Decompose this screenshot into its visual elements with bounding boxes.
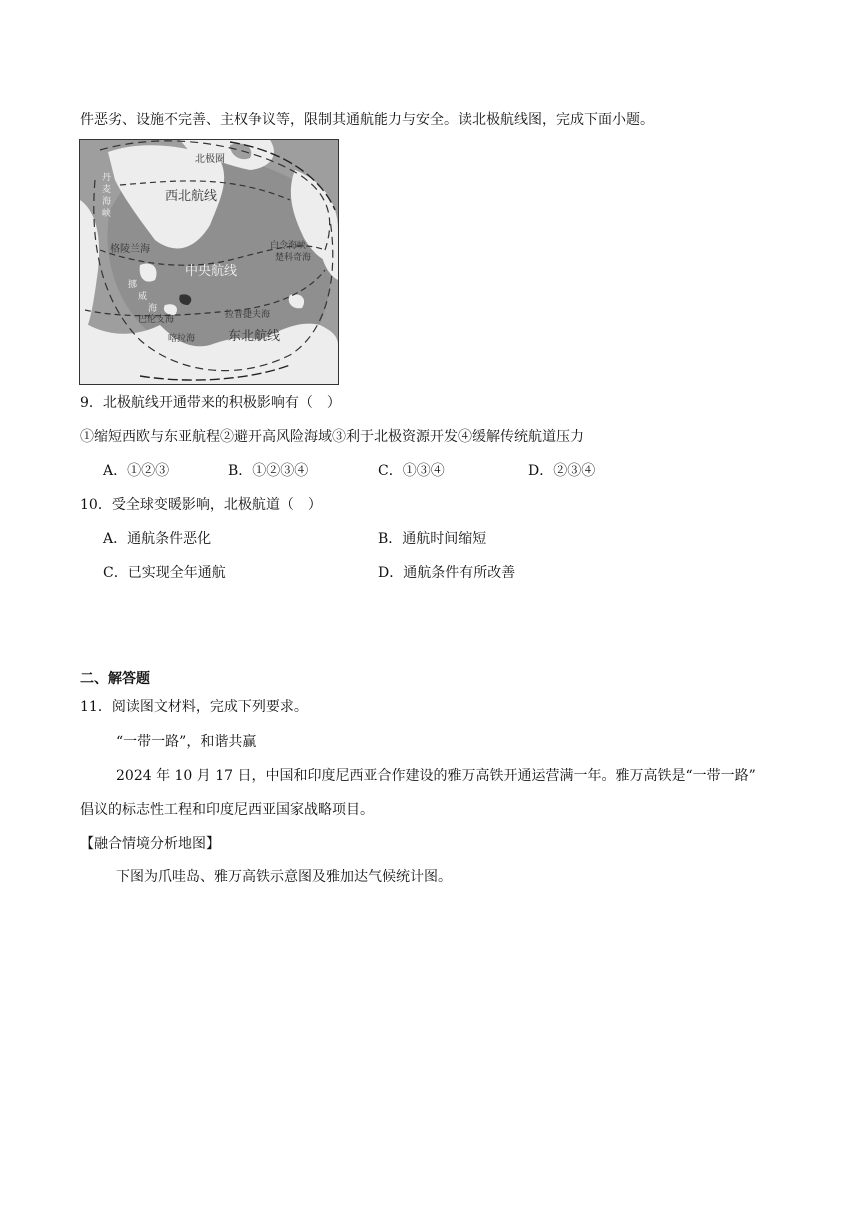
label-northeast-route: 东北航线 [228, 329, 281, 344]
q10-option-d[interactable]: D．通航条件有所改善 [378, 565, 516, 581]
label-barents-sea: 巴伦支海 [138, 315, 175, 325]
label-kara-sea: 喀拉海 [168, 334, 196, 344]
q9-option-c[interactable]: C．①③④ [378, 463, 445, 479]
q11-material-title: “一带一路”，和谐共赢 [116, 734, 257, 750]
q10-option-c[interactable]: C．已实现全年通航 [103, 565, 226, 581]
arctic-route-map [79, 139, 339, 385]
q9-option-b[interactable]: B．①②③④ [228, 463, 309, 479]
q9-option-d[interactable]: D．②③④ [528, 463, 596, 479]
q11-paragraph-3: 下图为爪哇岛、雅万高铁示意图及雅加达气候统计图。 [116, 869, 452, 885]
label-chukchi-sea: 楚科奇海 [275, 253, 312, 263]
label-norwegian-2: 威 [138, 292, 148, 302]
q9-option-a[interactable]: A．①②③ [103, 463, 170, 479]
label-laptev-sea: 拉普捷夫海 [225, 310, 271, 320]
label-norwegian-3: 海 [148, 304, 158, 314]
label-norwegian-1: 挪 [128, 280, 138, 290]
q10-stem: 10．受全球变暖影响，北极航道（ ） [80, 497, 322, 513]
label-davis-strait-2: 麦 [102, 185, 112, 195]
q11-paragraph-1: 2024 年 10 月 17 日，中国和印度尼西亚合作建设的雅万高铁开通运营满一年。雅万高铁是“一带一路” [116, 768, 756, 784]
label-davis-strait-3: 海 [102, 197, 112, 207]
intro-text: 件恶劣、设施不完善、主权争议等，限制其通航能力与安全。读北极航线图，完成下面小题。 [80, 112, 654, 128]
q9-stem: 9．北极航线开通带来的积极影响有（ ） [80, 395, 341, 411]
q9-items: ①缩短西欧与东亚航程②避开高风险海域③利于北极资源开发④缓解传统航道压力 [80, 429, 584, 445]
label-bering-strait: 白令海峡 [270, 241, 307, 251]
q11-tag: 【融合情境分析地图】 [80, 836, 220, 852]
label-greenland-sea: 格陵兰海 [110, 244, 150, 255]
label-davis-strait-4: 峡 [102, 209, 112, 219]
section-heading: 二、解答题 [80, 671, 150, 687]
label-central-route: 中央航线 [185, 264, 238, 279]
q10-option-a[interactable]: A．通航条件恶化 [103, 531, 212, 547]
label-north-pole: 北极圈 [195, 154, 225, 165]
q11-paragraph-2: 倡议的标志性工程和印度尼西亚国家战略项目。 [80, 802, 374, 818]
q10-option-b[interactable]: B．通航时间缩短 [378, 531, 487, 547]
label-northwest-route: 西北航线 [165, 189, 218, 204]
q11-stem: 11．阅读图文材料，完成下列要求。 [80, 699, 308, 715]
arctic-map-svg [80, 140, 338, 384]
label-davis-strait-1: 丹 [102, 173, 112, 183]
